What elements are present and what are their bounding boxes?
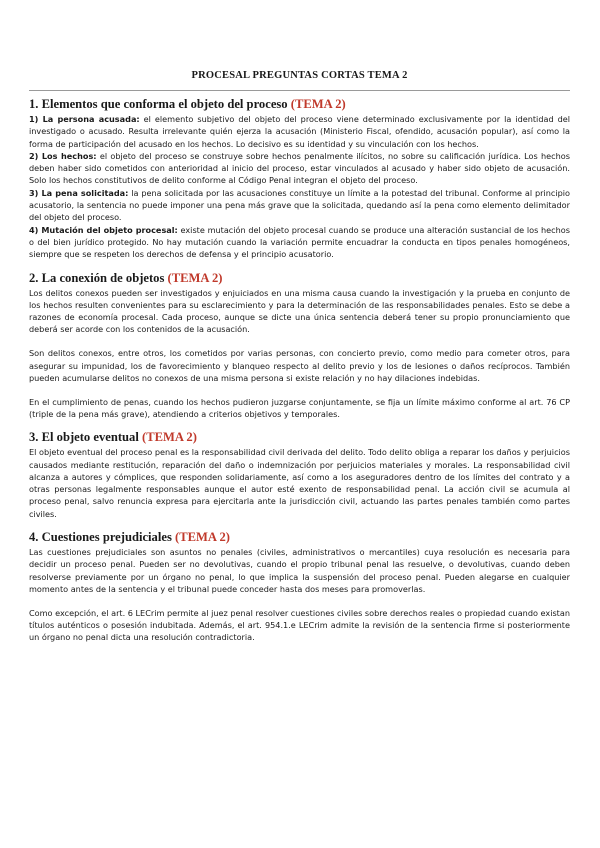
heading-text: 4. Cuestiones prejudiciales [29, 530, 172, 545]
item-mutacion [29, 224, 570, 261]
spacer [29, 520, 570, 530]
item-hechos [29, 150, 570, 187]
item-pena-solicitada [29, 187, 570, 224]
spacer [29, 595, 570, 607]
item-persona-acusada [29, 113, 570, 150]
tema-tag: (TEMA 2) [290, 97, 346, 111]
section-objeto-eventual [29, 430, 570, 520]
spacer [29, 336, 570, 348]
item-text: el elemento subjetivo del objeto del proceso viene determinado exclusivamente por la identidad del investigado o acusado. Resulta irrelevante quién ejerza la acusación (Ministerio Fiscal, ofendido, acusación popular), así como la forma de participación del acusado en los hechos. Lo decisivo es su identidad y su vinculación con los hechos. [29, 114, 571, 149]
tema-tag: (TEMA 2) [142, 430, 197, 445]
spacer [29, 261, 570, 271]
item-label: 3) La pena solicitada: [29, 187, 129, 198]
spacer [29, 384, 570, 396]
document-page [29, 70, 570, 644]
section-heading [29, 530, 570, 544]
paragraph: Las cuestiones prejudiciales son asuntos no penales (civiles, administrativos o mercantiles) cuya resolución es necesaria para decidir un proceso penal. Pueden ser no devolutivas, cuando el propio tribunal penal las resuelve, o devolutivas, cuando deben resolverse previamente por un órgano no penal, lo que implica la suspensión del proceso penal. Pueden alegarse en cualquier momento antes de la sentencia y el tribunal puede conceder hasta dos meses para promoverlas. [29, 547, 570, 594]
document-title: PROCESAL PREGUNTAS CORTAS TEMA 2 [191, 70, 408, 81]
item-label: 1) La persona acusada: [29, 114, 140, 124]
item-label: 2) Los hechos: [29, 150, 97, 161]
spacer [29, 420, 570, 430]
item-text: existe mutación del objeto procesal cuando se produce una alteración sustancial de los hechos o del bien jurídico protegido. No hay mutación cuando la variación permite encuadrar la conducta en tipos penales homogéneos, siempre que se respeten los derechos de defensa y el principio acusatorio. [29, 224, 570, 260]
section-cuestiones-prejudiciales [29, 530, 570, 644]
heading-text: 3. El objeto eventual [29, 430, 139, 445]
section-conexion-objetos [29, 271, 570, 421]
tema-tag: (TEMA 2) [167, 270, 223, 285]
item-text: la pena solicitada por las acusaciones constituye un límite a la potestad del tribunal. Conforme al principio acusatorio, la sentencia no puede imponer una pena más grave que la solicitada, quedando así la pena como elemento delimitador del objeto del proceso. [29, 187, 570, 223]
tema-tag: (TEMA 2) [175, 530, 230, 545]
heading-text: 2. La conexión de objetos [29, 270, 165, 285]
paragraph: En el cumplimiento de penas, cuando los hechos pudieron juzgarse conjuntamente, se fija un límite máximo conforme al art. 76 CP (triple de la pena más grave), atendiendo a criterios objetivos y temporales. [29, 396, 570, 419]
paragraph: Son delitos conexos, entre otros, los cometidos por varias personas, con concierto previo, como medio para cometer otros, para asegurar su impunidad, los de favorecimiento y blanqueo respecto al delito previo y los de lesiones o daños recíprocos. También pueden acumularse delitos no conexos de una misma persona si existe relación y no hay dilaciones indebidas. [29, 348, 570, 383]
item-text: el objeto del proceso se construye sobre hechos penalmente ilícitos, no sobre su calificación jurídica. Los hechos deben haber sido cometidos con anterioridad al inicio del proceso, estar vinculados al acusado y haber sido objeto de acusación. Solo los hechos constitutivos de delito conforme al Código Penal integran el objeto del proceso. [29, 150, 570, 186]
section-heading [29, 430, 570, 444]
heading-text: 1. Elementos que conforma el objeto del proceso [29, 97, 288, 111]
paragraph: Como excepción, el art. 6 LECrim permite al juez penal resolver cuestiones civiles sobre derechos reales o propiedad cuando existan títulos auténticos o posesión indubitada. Además, el art. 954.1.e LECrim admite la revisión de la sentencia firme si posteriormente un órgano no penal dicta una resolución contradictoria. [29, 607, 570, 643]
title-divider [29, 90, 570, 91]
section-elementos-objeto [29, 97, 570, 261]
paragraph: Los delitos conexos pueden ser investigados y enjuiciados en una misma causa cuando la investigación y la prueba en conjunto de los hechos resulten convenientes para su esclarecimiento y para la determinación de las responsabilidades penales. Esto se debe a razones de economía procesal. Cada proceso, aunque se dicte una única sentencia deberá tener su propio pronunciamiento que deberá ser acorde con los contenidos de la acusación. [29, 287, 570, 335]
section-heading [29, 97, 570, 111]
item-label: 4) Mutación del objeto procesal: [29, 224, 178, 235]
section-heading [29, 271, 570, 285]
paragraph: El objeto eventual del proceso penal es la responsabilidad civil derivada del delito. Todo delito obliga a reparar los daños y perjuicios causados mediante restitución, reparación del daño o indemnización por perjuicios materiales y morales. La responsabilidad civil alcanza a autores y cómplices, que responden solidariamente, así como a los aseguradores dentro de los límites del contrato y a otras personas legalmente responsables aunque el autor esté exento de responsabilidad penal. La acción civil se acumula al proceso penal, salvo renuncia expresa para ejercitarla ante la jurisdicción civil, actuando las partes penales también como partes civiles. [29, 447, 570, 519]
